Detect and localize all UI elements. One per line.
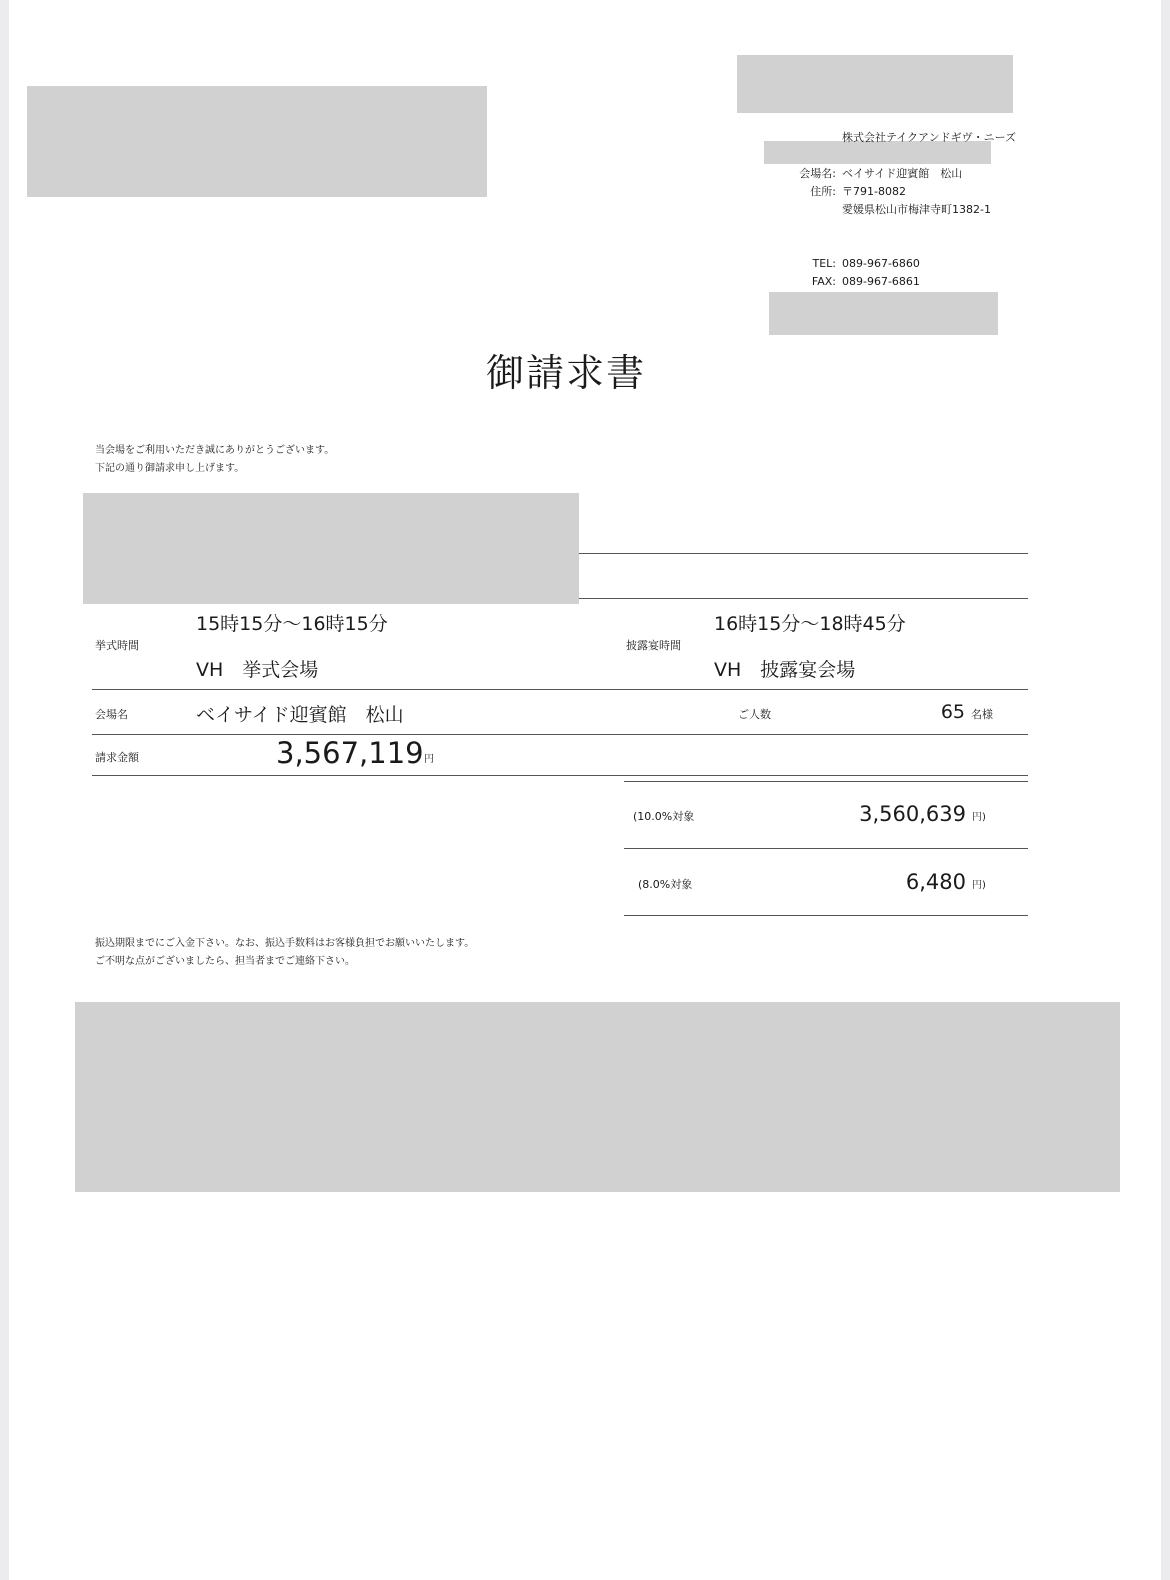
tax-top-line	[624, 781, 1028, 782]
guests-label: ご人数	[738, 708, 771, 721]
amount-label: 請求金額	[95, 751, 139, 764]
redacted-stamp-block	[769, 292, 998, 335]
document-title: 御請求書	[486, 351, 647, 395]
reception-time-label: 披露宴時間	[626, 639, 681, 652]
sender-venue-value: ベイサイド迎賓館 松山	[842, 167, 963, 180]
tax-8-value: 6,480	[905, 870, 966, 894]
intro-line-2: 下記の通り御請求申し上げます。	[95, 463, 245, 474]
sender-address: 愛媛県松山市梅津寺町1382-1	[842, 203, 991, 216]
redacted-bank-info	[75, 1002, 1120, 1192]
tax-8-bottom-line	[624, 915, 1028, 916]
sender-fax-label: FAX:	[811, 275, 836, 288]
venue-row-bottom-line	[92, 734, 1028, 735]
ceremony-venue: VH 挙式会場	[196, 659, 319, 681]
redacted-recipient-block	[27, 86, 487, 197]
times-bottom-line	[92, 689, 1028, 690]
redacted-logo-block	[737, 55, 1013, 113]
reception-venue: VH 披露宴会場	[714, 659, 856, 681]
invoice-amount-unit: 円	[424, 754, 434, 765]
tax-10-value: 3,560,639	[859, 802, 966, 826]
ceremony-time: 15時15分～16時15分	[196, 613, 388, 635]
customer-name-underline	[579, 553, 1028, 554]
sender-postal: 〒791-8082	[842, 185, 906, 198]
payment-note-line-1: 振込期限までにご入金下さい。なお、振込手数料はお客様負担でお願いいたします。	[95, 938, 475, 949]
venue-name: ベイサイド迎賓館 松山	[196, 704, 404, 726]
ceremony-time-label: 挙式時間	[95, 639, 139, 652]
payment-note-line-2: ご不明な点がございましたら、担当者までご連絡下さい。	[95, 956, 355, 967]
sender-tel: 089-967-6860	[842, 257, 920, 270]
tax-10-unit: 円)	[972, 812, 986, 823]
redacted-customer-name	[83, 493, 579, 604]
sender-company: 株式会社テイクアンドギヴ・ニーズ	[842, 131, 1017, 144]
intro-line-1: 当会場をご利用いただき誠にありがとうございます。	[95, 445, 335, 456]
tax-8-label: (8.0%対象	[638, 878, 693, 891]
invoice-amount: 3,567,119	[276, 736, 424, 770]
invoice-page	[9, 0, 1161, 1580]
tax-10-bottom-line	[624, 848, 1028, 849]
guests-unit: 名様	[971, 708, 993, 721]
sender-venue-label: 会場名:	[799, 167, 836, 180]
venue-name-label: 会場名	[95, 708, 128, 721]
reception-time: 16時15分～18時45分	[714, 613, 906, 635]
tax-10-label: (10.0%対象	[633, 810, 695, 823]
sender-tel-label: TEL:	[812, 257, 836, 270]
sender-address-label: 住所:	[810, 185, 836, 198]
amount-bottom-line	[92, 775, 1028, 776]
guests-count: 65	[940, 701, 965, 723]
tax-8-unit: 円)	[972, 880, 986, 891]
customer-block-bottom-line	[579, 598, 1028, 599]
sender-fax: 089-967-6861	[842, 275, 920, 288]
